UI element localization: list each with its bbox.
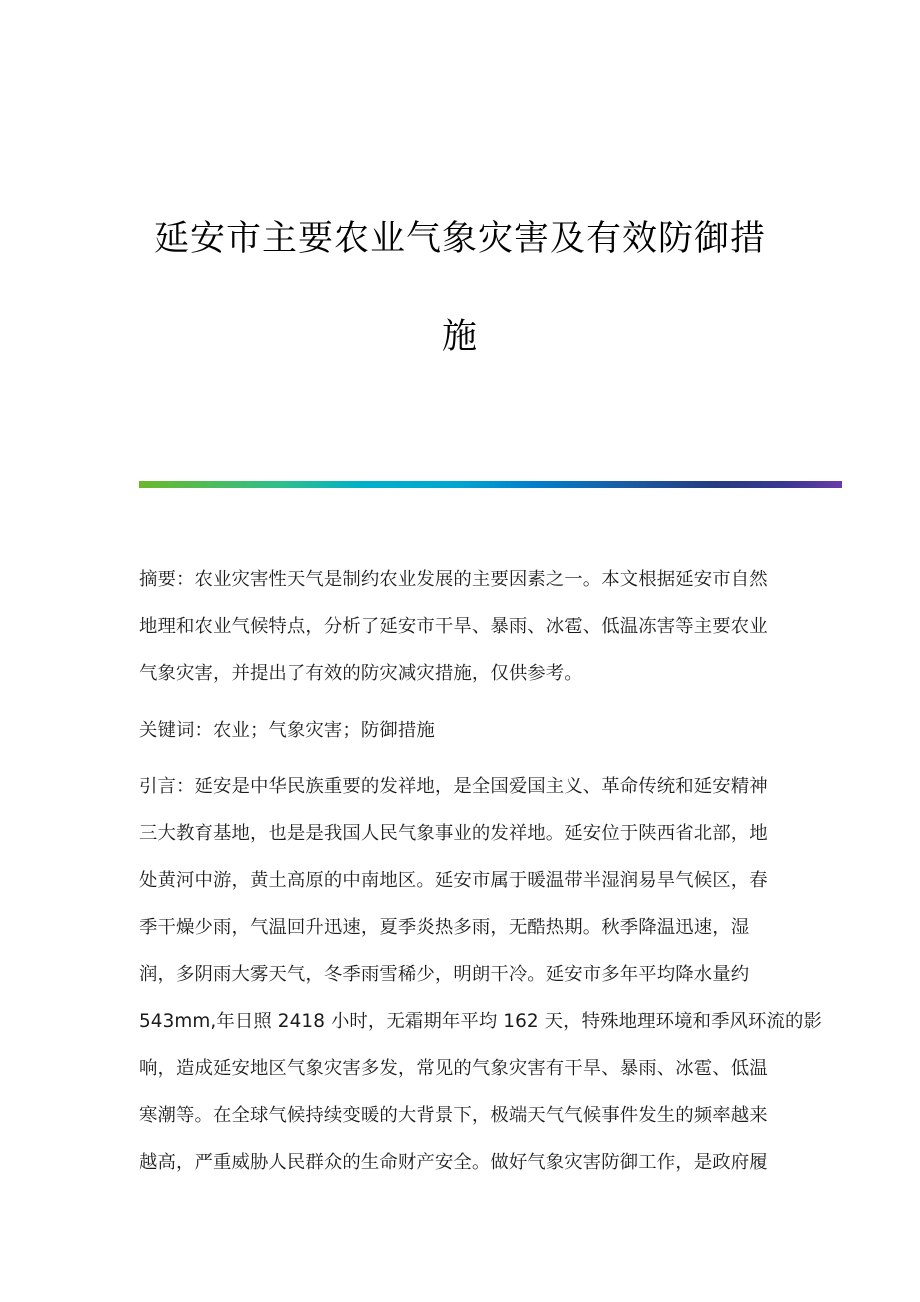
abstract-line-3: 气象灾害，并提出了有效的防灾减灾措施，仅供参考。 xyxy=(139,663,583,684)
document-title-line-2: 施 xyxy=(441,317,478,357)
intro-line-7: 响，造成延安地区气象灾害多发，常见的气象灾害有干旱、暴雨、冰雹、低温 xyxy=(139,1058,768,1079)
gradient-divider xyxy=(139,481,842,488)
intro-line-9: 越高，严重威胁人民群众的生命财产安全。做好气象灾害防御工作，是政府履 xyxy=(139,1152,768,1173)
intro-line-3: 处黄河中游，黄土高原的中南地区。延安市属于暖温带半湿润易旱气候区，春 xyxy=(139,870,768,891)
document-title-line-1: 延安市主要农业气象灾害及有效防御措 xyxy=(153,219,766,259)
intro-line-4: 季干燥少雨，气温回升迅速，夏季炎热多雨，无酷热期。秋季降温迅速，湿 xyxy=(139,917,750,938)
abstract-line-2: 地理和农业气候特点，分析了延安市干旱、暴雨、冰雹、低温冻害等主要农业 xyxy=(139,616,768,637)
intro-line-6: 543mm,年日照 2418 小时，无霜期年平均 162 天，特殊地理环境和季风环流的影 xyxy=(139,1011,823,1032)
intro-line-2: 三大教育基地，也是是我国人民气象事业的发祥地。延安位于陕西省北部，地 xyxy=(139,823,768,844)
intro-line-1: 引言：延安是中华民族重要的发祥地，是全国爱国主义、革命传统和延安精神 xyxy=(139,776,768,797)
intro-line-8: 寒潮等。在全球气候持续变暖的大背景下，极端天气气候事件发生的频率越来 xyxy=(139,1105,768,1126)
intro-line-5: 润，多阴雨大雾天气，冬季雨雪稀少，明朗干冷。延安市多年平均降水量约 xyxy=(139,964,750,985)
keywords-line: 关键词：农业；气象灾害；防御措施 xyxy=(139,720,435,741)
abstract-line-1: 摘要：农业灾害性天气是制约农业发展的主要因素之一。本文根据延安市自然 xyxy=(139,569,768,590)
